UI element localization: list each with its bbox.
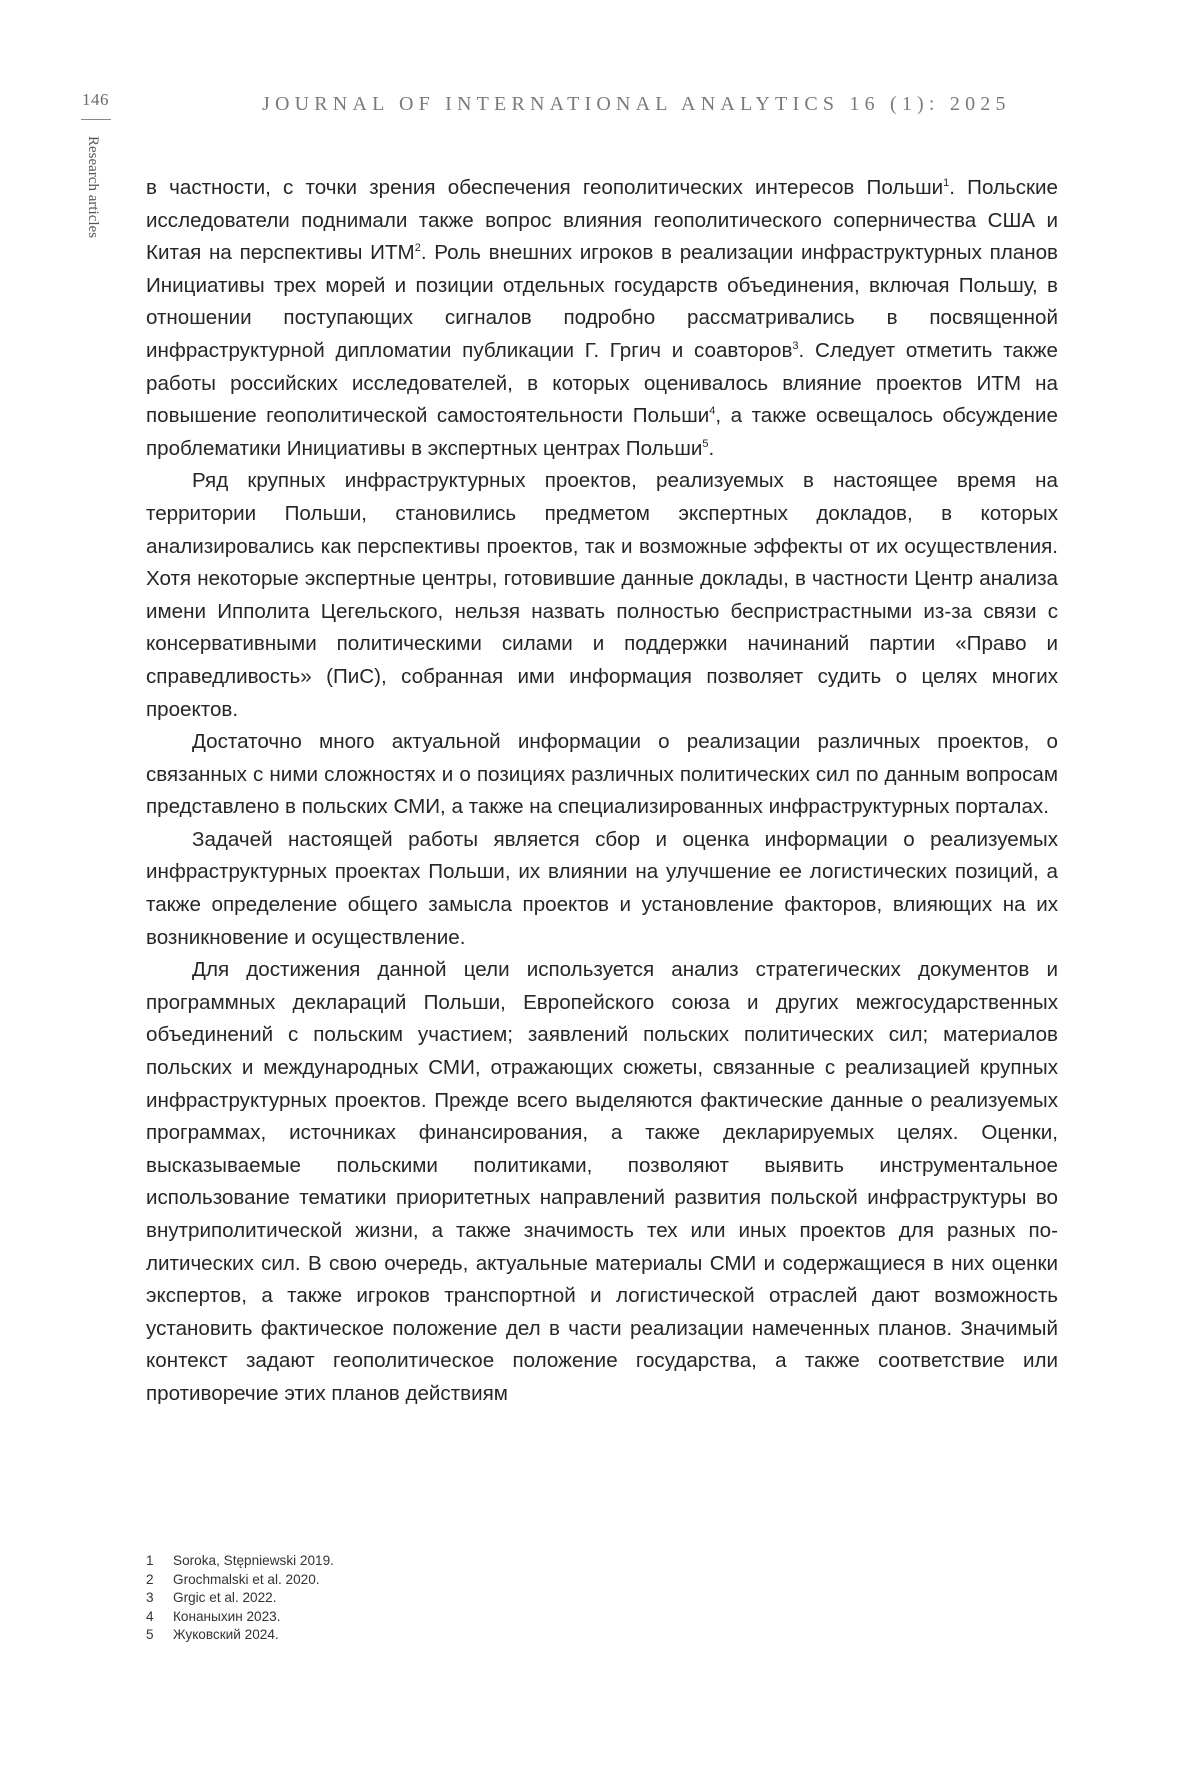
footnote (146, 1552, 1046, 1571)
footnote (146, 1571, 1046, 1590)
footnote (146, 1626, 1046, 1645)
paragraph-text: в частности, с точки зрения обеспечения геополитических интересов Польши (146, 176, 944, 199)
running-header: JOURNAL OF INTERNATIONAL ANALYTICS 16 (1): 2025 (262, 93, 1011, 115)
paragraph-text: , а также освещалось обсуждение проблематики Инициативы в экспертных центрах Польши (146, 404, 1058, 460)
paragraph-text: . Польские исследователи поднимали также вопрос влияния геополитического соперничества США и Китая на перспективы ИТМ (146, 176, 1058, 265)
paragraph-text: Ряд крупных инфраструктурных проектов, реализуемых в настоящее время на территории Польши, становились предметом экспертных докладов, в которых анализировались как перспективы проектов, так и возможные эффекты от их осуществления. Хотя некоторые экспертные центры, готовившие данные доклады, в частности Центр анализа имени Ипполита Цегельского, нельзя назвать полностью беспристрастными из-за связи с консервативными политическими силами и поддержки начинаний партии «Право и справедливость» (ПиС), собранная ими информация позволяет судить о целях многих проектов. (146, 469, 1058, 721)
footnote (146, 1608, 1046, 1627)
footnote-text: Конаныхин 2023. (173, 1608, 281, 1624)
footnote (146, 1589, 1046, 1608)
paragraph-text: . Следует отметить также работы российских исследователей, в которых оценивалось влияние проектов ИТМ на повышение геополитической самостоятельности Польши (146, 338, 1058, 428)
footnote-number: 3 (146, 1590, 154, 1606)
paragraph-text: Для достижения данной цели используется анализ стратегических документов и программных деклараций Польши, Европейского союза и других межгосударственных объединений с польским участием; заявлений польских политических сил; материалов польских и международных СМИ, отражающих сюжеты, связанные с реализацией крупных инфраструктурных проектов. Прежде всего выделяются фактические данные о реализуемых программах, источниках финансирования, а также декларируемых целях. Оценки, высказываемые польскими политиками, позволяют выявить инструментальное использование тематики приоритетных направлений развития польской инфраструктуры во внутриполитической жизни, а также значимость тех или иных проектов для разных политических сил. В свою очередь, актуальные материалы СМИ и содержащиеся в них оценки экспертов, а также игроков транспортной и логистической отраслей дают возможность установить фактическое положение дел в части реализации намеченных планов. Значимый контекст задают геополитическое положение государства, а также соответствие или противоречие этих планов действиям (146, 958, 1058, 1405)
paragraph-text: Достаточно много актуальной информации о реализации различных проектов, о связанных с ними сложностях и о позициях различных политических сил по данным вопросам представлено в польских СМИ, а также на специализированных инфраструктурных порталах. (146, 730, 1058, 819)
footnote-reference: 4 (709, 405, 716, 418)
page-number: 146 (82, 90, 109, 109)
paragraph-text: . Роль внешних игроков в реализации инфраструктурных планов Инициативы трех морей и позиции отдельных государств объединения, включая Польшу, в отношении поступающих сигналов подробно рассматривались в посвященной инфраструктурной дипломатии публикации Г. Гргич и соавторов (146, 241, 1058, 362)
footnote-text: Grochmalski et al. 2020. (173, 1571, 320, 1587)
paragraph (146, 726, 1058, 824)
paragraph-text: Задачей настоящей работы является сбор и оценка информации о реализуемых инфраструктурных проектах Польши, их влиянии на улучшение ее логистических позиций, а также определение общего замысла проектов и установление факторов, влияющих на их возникновение и осуществление. (146, 827, 1058, 949)
footnotes (146, 1552, 1046, 1645)
header-rule (81, 119, 111, 120)
paragraph (146, 954, 1058, 1410)
footnote-number: 2 (146, 1571, 154, 1587)
footnote-number: 1 (146, 1553, 154, 1568)
paragraph (146, 172, 1058, 465)
section-label: Research articles (85, 136, 101, 239)
paragraph (146, 824, 1058, 954)
footnote-text: Grgic et al. 2022. (173, 1590, 277, 1606)
footnote-number: 4 (146, 1608, 154, 1624)
footnote-reference: 2 (414, 242, 421, 255)
footnote-reference: 1 (943, 177, 950, 189)
paragraph (146, 465, 1058, 726)
footnote-number: 5 (146, 1627, 154, 1643)
body-text (146, 172, 1058, 1411)
footnote-text: Жуковский 2024. (173, 1627, 279, 1643)
footnote-reference: 3 (792, 339, 799, 352)
paragraph-text: . (708, 436, 715, 460)
footnote-text: Soroka, Stępniewski 2019. (173, 1553, 334, 1568)
footnote-reference: 5 (702, 437, 709, 450)
